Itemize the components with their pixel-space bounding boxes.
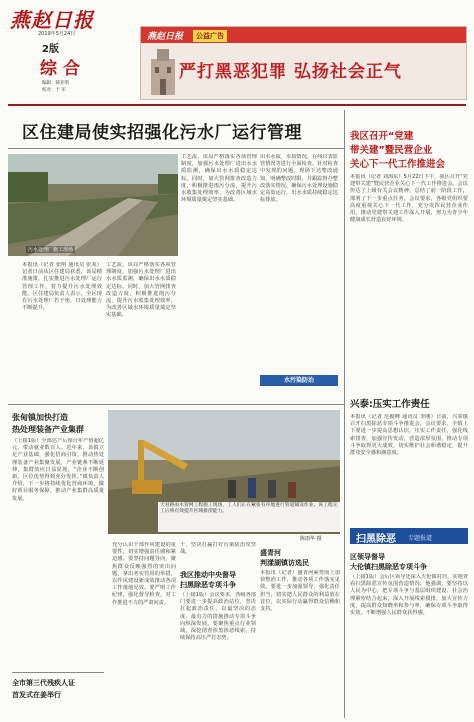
pipeline-photo [8,154,178,256]
mid-headline-2: 扫黑除恶专项斗争 [180,581,236,589]
lead-story-body: （上接1版）会后区领导还深入大伦镇村居，实地查看扫黑除恶宣传氛围营造情况。他强调，要坚持以人民为中心，把专项斗争与基层组织建设、社会治理紧密结合起来，深入开展线索摸排，加大宣传力度，提高群众知晓率和参与率，确保专项斗争取得实效，不断增强人民群众获得感。 [350,574,468,617]
bottom-left-rule [12,672,104,673]
section-title: 综合 [40,59,86,79]
mid-text-1: 充分认识干部作风建设的重要性，切实增强责任感和紧迫感。要坚持问题导向，聚焦群众反映强烈的突出问题，拿出务实管用的举措，以作风建设新成效推动各项工作落地见效。要严明工作纪律，强化督导检查，对工作推进不力的严肃问责。 [112,542,176,606]
masthead-rule [8,104,466,106]
editor-credit: 编辑：韩亚明 [42,81,69,86]
ad-banner [140,26,467,100]
right-headline-1: 我区召开“党建 [350,131,414,142]
right-headline-3: 关心下一代工作推进会 [350,159,446,170]
river-story-body: 本报讯（记者）盛青河乘势而上加快整治工作，推动各项工作落实见效。要进一步加强领导，强化责任担当，切实把人民群众的利益放在首位，以实际行动赢得群众信赖和支持。 [260,570,340,613]
ad-landmark-illustration [145,45,181,97]
main-story-col1b: 工艺流，该局严格落实各项管理制度，加强污水处理厂进出水水质监测，确保出水水质稳定达标。同时，加大管网排查改造力度，积极推进雨污分流，提升污水收集处理效率，为改善区域水环境质量奠定坚实基础。 [106,262,176,319]
water-tag: 水污染防治 [260,375,338,386]
lead-headline-2: 大伦镇扫黑除恶专项斗争 [350,563,427,571]
mid-rule [8,404,344,405]
main-photo-caption: 污水处理厂施工现场 [28,247,74,253]
masthead-logo: 燕赵日报 [10,8,94,32]
xing-headline: 兴泰:压实工作责任 [350,399,430,410]
ad-paper-tag: 燕赵日报 [147,32,184,42]
main-headline: 区住建局使实招强化污水厂运行管理 [22,123,302,143]
main-story-col3: 出水水质，水质情况。在线仪表监管情况等进行全面检查。针对检查中发现的问题，现场下达整改通知，明确整改时限，并跟踪督办整改落实情况，确保污水处理设施稳定高效运行，出水水质持续稳定达标排放。 [260,154,338,204]
left-story-body: （上接1版）全部达产后预计年产值超亿元，带动就业数百人。近年来，该镇立足产业基础，强化招商引资，推动热处理装备产业集聚发展，产业链条不断延伸，集群效应日益显现。“企业不断创新，区位优势得到充分发挥。”镇负责人介绍，下一步将持续优化营商环境，做好项目服务保障，推动产业集群高质量发展。 [12,438,104,502]
sao-banner [350,528,468,544]
construction-photo-caption: 天君路雨水管网工程施工现场，工人们正在紧张有序地进行管道铺设作业。该工程完工后将有效提升区域排涝能力。 [158,502,340,532]
bottom-left-headline-2: 首发式在姜举行 [12,691,61,699]
proof-credit: 校对：于 军 [42,88,66,93]
sao-banner-sub: 专题报道 [408,535,433,542]
right-headline-2: 带关建”暨民营企业 [350,145,433,156]
left-headline-2: 热处理装备产业集群 [12,425,84,434]
ad-slogan: 严打黑恶犯罪 弘扬社会正气 [179,62,402,82]
ad-top-strip [141,27,466,43]
mid-text-3: （上接1版）会议要求，各级各部门要进一步提高政治站位，坚决扛起政治责任，以最坚决的态度、最有力的措施推动专项斗争向纵深发展。要聚焦重点行业领域，深挖彻查涉黑涉恶线索，持续保持高压严打态势。 [180,592,256,642]
river-headline-1: 盛青河 [260,549,281,557]
issue-date: 2019年5月24日 [38,31,76,37]
column-divider [344,110,345,718]
left-headline-1: 张甸镇加快打造 [12,413,68,422]
main-photo [8,154,178,256]
river-headline-2: 判漾湖镇访选民 [260,559,309,567]
bottom-left-headline-1: 全市第三代残疾人证 [12,679,75,687]
sao-banner-title: 扫黑除恶 [356,534,396,545]
main-story-col1: 本报讯（记者 张明 通讯员 张某）记者日前从区住建局获悉，该局精准施策，扎实推进污水处理厂运行管理工作，着力提升污水处理效能。区住建局负责人表示，全区现有污水处理厂若干座，日处理能力不断提升。 [22,262,102,312]
mid-headline-1: 我区推动中央督导 [180,571,236,579]
mid-text-2: 干，坚决打赢打好污染防治攻坚战。 [180,542,256,556]
construction-photo [108,410,340,534]
main-story-col2: 工艺流，该局严格落实各项管理制度，加强污水处理厂进出水水质监测，确保出水水质稳定达标。同时，加大管网排查改造力度，积极推进雨污分流，提升污水收集处理效率，为改善区域水环境质量奠定坚实基础。 [181,154,257,204]
xing-story-body: 本报讯（记者 范俊峰 通讯员 李刚）日前，兴泰镇召开扫黑除恶专项斗争推进会。会议要求，全镇上下要进一步提高思想认识，压实工作责任，强化线索排查，加强宣传发动，营造浓厚氛围，推动专项斗争取得更大成效，切实维护社会和谐稳定，提升群众安全感和满意度。 [350,414,468,457]
ad-type-badge: 公益广告 [193,30,227,42]
headline-underline [8,148,344,149]
page-number: 2版 [42,44,59,55]
right-story-body: 本报讯（记者 刘海东）5月22日下午，我区召开“党建带关建”暨民营企业关心下一代工作推进会。会议传达了上级有关会议精神，总结了前一阶段工作，部署了下一步重点任务。会议要求，各级党组织要高度重视关心下一代工作，充分发挥民营企业作用，推动党建带关建工作深入开展，努力为青少年健康成长营造良好环境。 [350,174,468,224]
construction-photo-credit: 陈雨华 摄 [300,536,322,542]
lead-headline-1: 区领导督导 [350,553,385,561]
